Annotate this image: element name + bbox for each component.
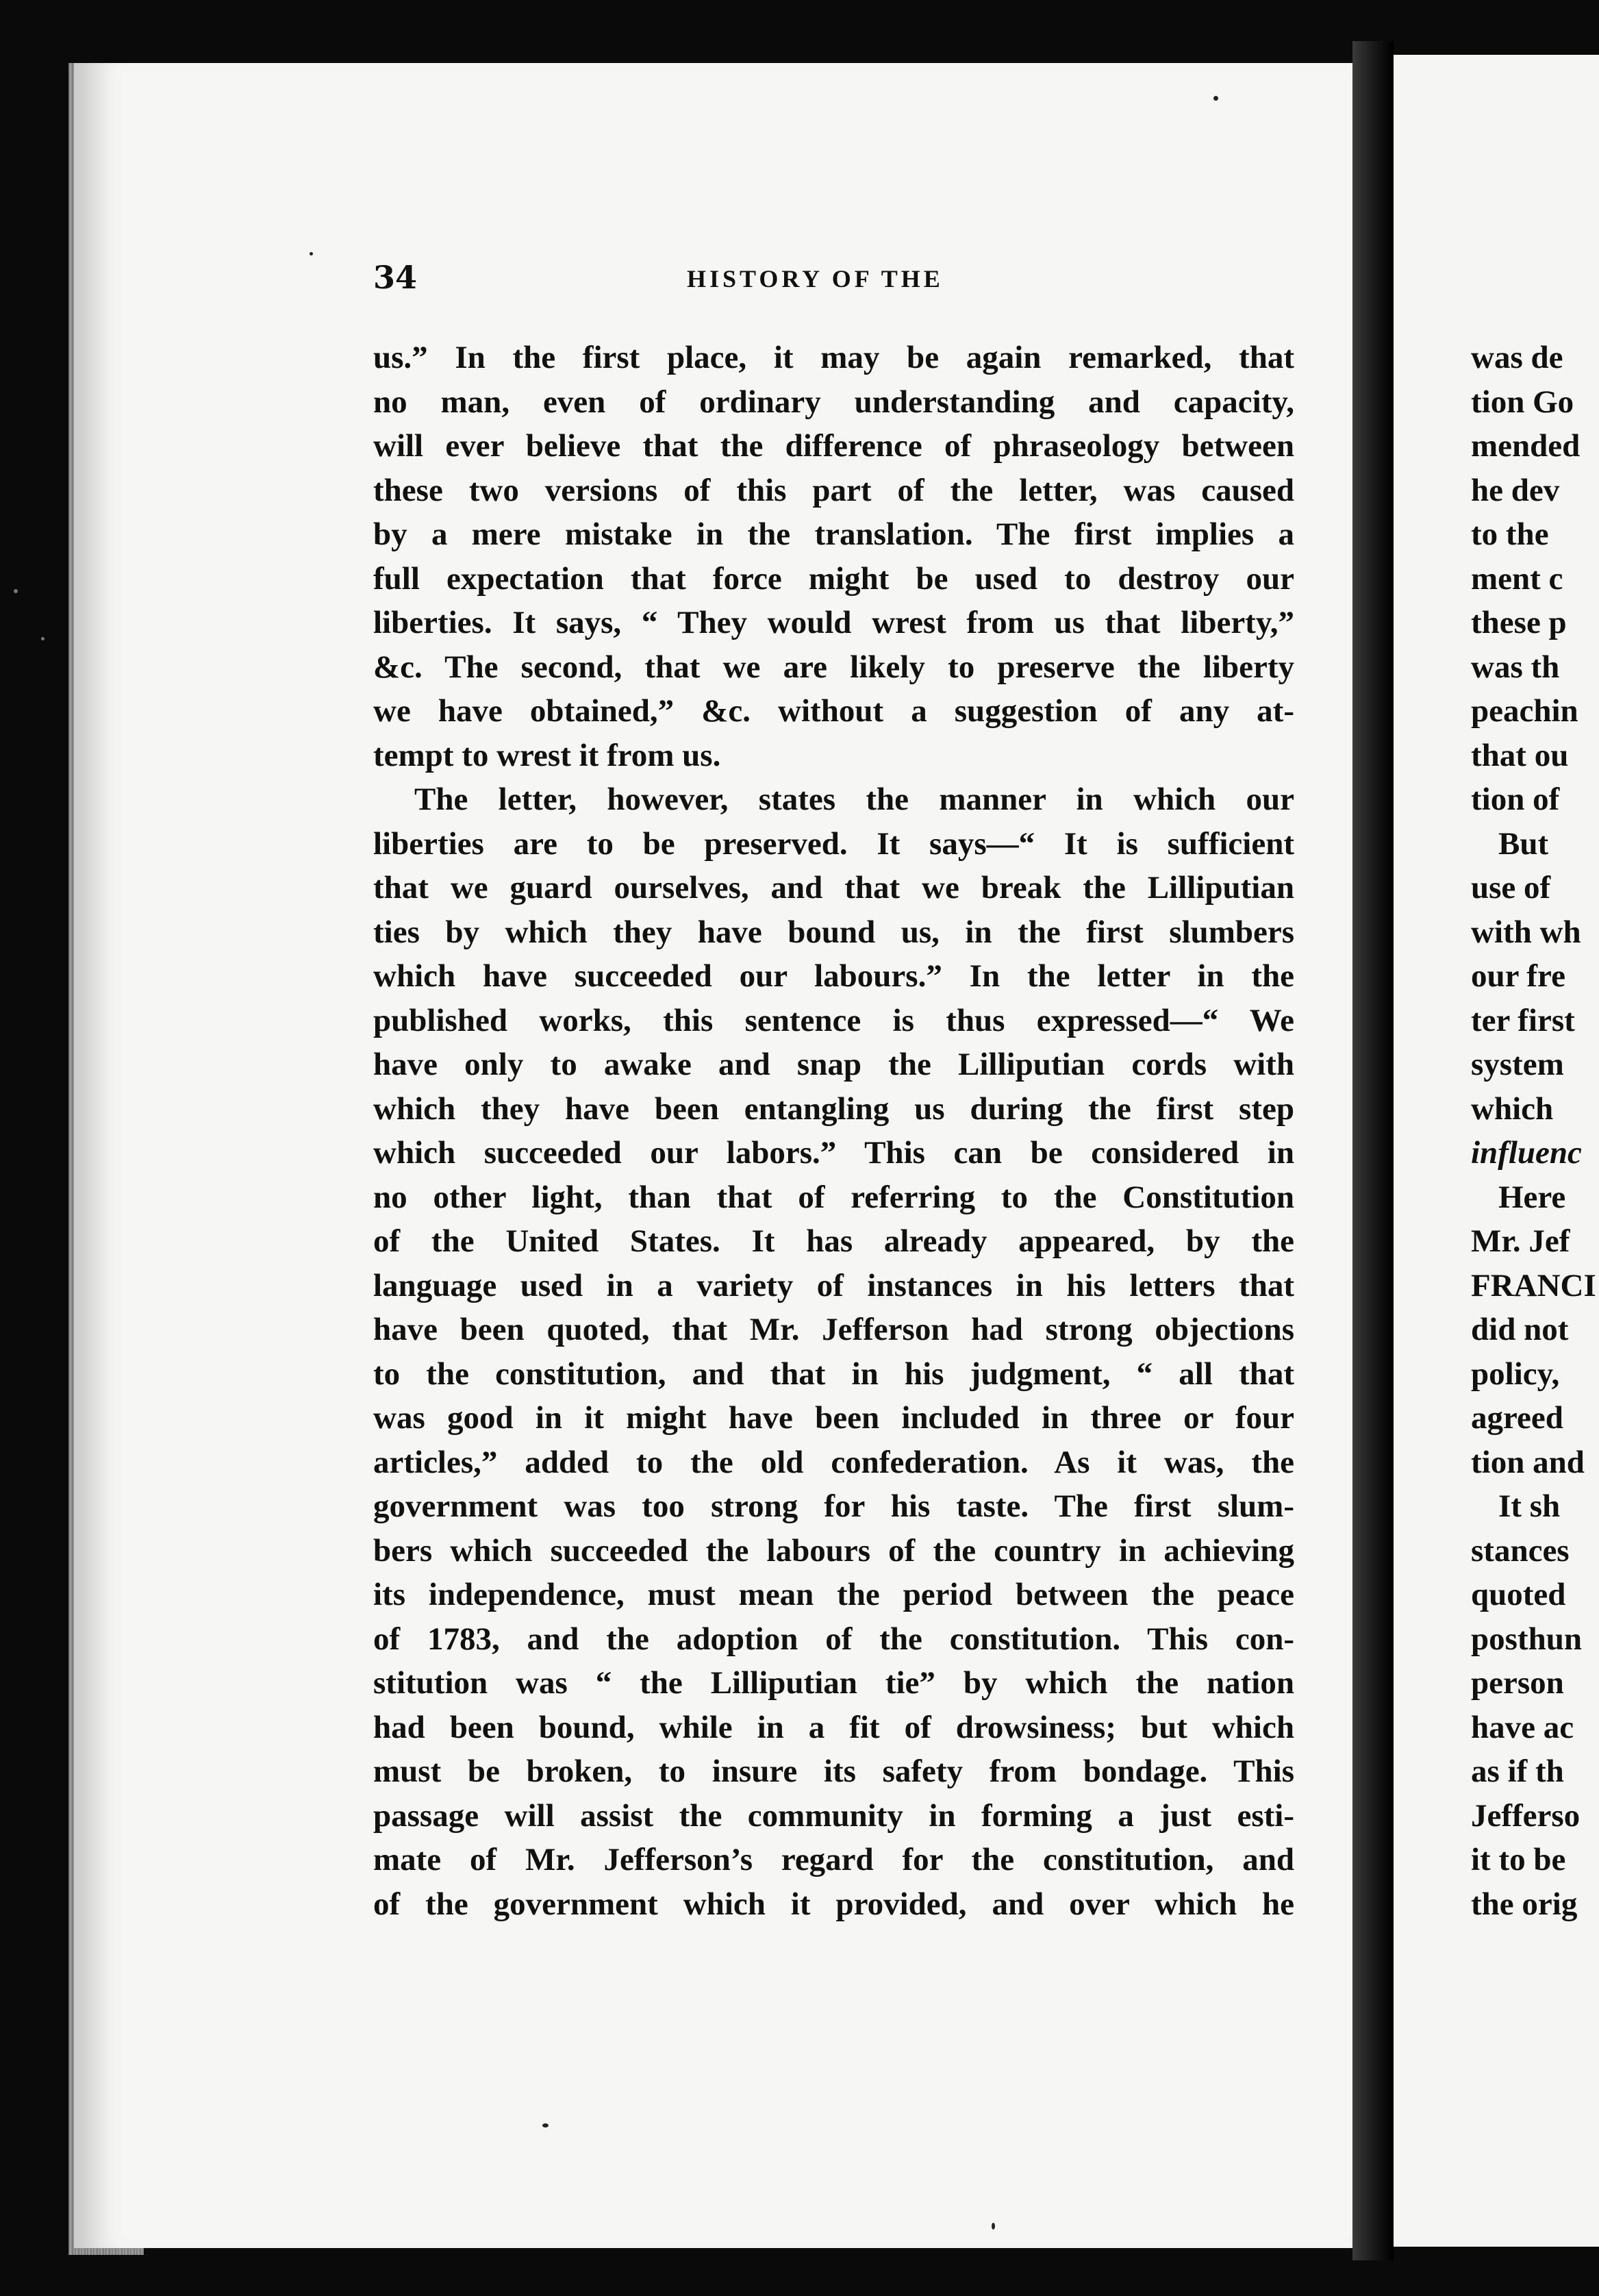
ink-speck <box>542 2123 549 2127</box>
text-line: articles,” added to the old confederation. As it was, the <box>373 1444 1294 1480</box>
text-line: mended <box>1471 428 1581 464</box>
text-line: to the constitution, and that in his judgment, “ all that <box>373 1356 1294 1392</box>
text-line: language used in a variety of instances in his letters that <box>373 1267 1294 1303</box>
text-line: tion of <box>1471 782 1560 817</box>
text-line: use of <box>1471 870 1551 906</box>
page-header <box>373 259 1305 314</box>
right-page-body <box>1471 336 1596 1926</box>
ink-speck <box>14 589 18 593</box>
text-line: to the <box>1471 516 1549 552</box>
text-line: agreed <box>1471 1400 1563 1436</box>
ink-speck <box>992 2223 995 2230</box>
ink-speck <box>41 637 45 640</box>
text-line: published works, this sentence is thus expressed—“ We <box>373 1002 1294 1038</box>
text-line: was de <box>1471 340 1563 375</box>
text-line: by a mere mistake in the translation. The first implies a <box>373 516 1294 552</box>
text-line: that ou <box>1471 737 1569 773</box>
text-line: these two versions of this part of the letter, was caused <box>373 472 1294 508</box>
text-line: which succeeded our labors.” This can be considered in <box>373 1135 1294 1171</box>
text-line: policy, <box>1471 1356 1560 1392</box>
text-line: of the United States. It has already appeared, by the <box>373 1223 1294 1259</box>
text-line: our fre <box>1471 958 1565 994</box>
text-line: person <box>1471 1665 1564 1701</box>
text-line: Jefferso <box>1471 1797 1581 1834</box>
text-line: stances <box>1471 1532 1570 1569</box>
text-line: tion Go <box>1471 384 1574 420</box>
text-line: which <box>1471 1090 1554 1127</box>
text-line: liberties are to be preserved. It says—“ It is sufficient <box>373 825 1294 862</box>
text-line: stitution was “ the Lilliputian tie” by which the nation <box>373 1665 1294 1701</box>
text-line: ties by which they have bound us, in the first slumbers <box>373 914 1294 950</box>
text-line: &c. The second, that we are likely to preserve the liberty <box>373 649 1294 685</box>
text-line: It sh <box>1498 1488 1561 1524</box>
ink-speck <box>1213 96 1218 101</box>
text-line: no other light, than that of referring to the Constitution <box>373 1179 1294 1215</box>
text-line: bers which succeeded the labours of the country in achieving <box>373 1532 1294 1569</box>
text-line: it to be <box>1471 1842 1566 1877</box>
text-line: tion and <box>1471 1444 1585 1480</box>
ink-speck <box>310 252 313 255</box>
text-line: of the government which it provided, and over which he <box>373 1886 1294 1922</box>
text-line: influenc <box>1471 1135 1582 1171</box>
text-line: ter first <box>1471 1002 1575 1038</box>
text-line: Mr. Jef <box>1471 1223 1570 1259</box>
text-line: quoted <box>1471 1577 1566 1612</box>
text-line: its independence, must mean the period between the peace <box>373 1577 1294 1612</box>
text-line: he dev <box>1471 472 1560 508</box>
text-line: had been bound, while in a fit of drowsiness; but which <box>373 1709 1294 1745</box>
text-line: Here <box>1498 1179 1566 1215</box>
text-line: ment c <box>1471 560 1563 597</box>
text-line: liberties. It says, “ They would wrest from us that liberty,” <box>373 605 1294 640</box>
text-line: have ac <box>1471 1709 1574 1745</box>
text-line: peachin <box>1471 693 1578 729</box>
left-page-body <box>373 336 1294 1926</box>
text-line: with wh <box>1471 914 1581 950</box>
page-number: 34 <box>373 259 418 296</box>
text-line: have been quoted, that Mr. Jefferson had strong objections <box>373 1312 1294 1347</box>
text-line: must be broken, to insure its safety from bondage. This <box>373 1754 1294 1789</box>
text-line: of 1783, and the adoption of the constitution. This con- <box>373 1621 1294 1657</box>
text-line: tempt to wrest it from us. <box>373 737 721 773</box>
text-line: FRANCI <box>1471 1267 1596 1303</box>
text-line: did not <box>1471 1312 1569 1347</box>
text-line: But <box>1498 825 1549 862</box>
text-line: was good in it might have been included in three or four <box>373 1400 1294 1436</box>
text-line: us.” In the first place, it may be again remarked, that <box>373 340 1294 375</box>
text-line: mate of Mr. Jefferson’s regard for the constitution, and <box>373 1842 1294 1877</box>
text-line: which have succeeded our labours.” In the letter in the <box>373 958 1294 994</box>
text-line: system <box>1471 1047 1564 1082</box>
text-line: no man, even of ordinary understanding and capacity, <box>373 384 1294 420</box>
text-line: have only to awake and snap the Lilliputian cords with <box>373 1047 1294 1082</box>
book-gutter <box>1352 41 1394 2260</box>
text-line: as if th <box>1471 1754 1564 1789</box>
text-line: full expectation that force might be used to destroy our <box>373 560 1294 597</box>
text-line: was th <box>1471 649 1560 685</box>
text-line: we have obtained,” &c. without a suggestion of any at- <box>373 693 1294 729</box>
text-line: The letter, however, states the manner in which our <box>414 782 1294 817</box>
text-line: will ever believe that the difference of phraseology between <box>373 428 1294 464</box>
text-line: passage will assist the community in forming a just esti- <box>373 1797 1294 1834</box>
running-head: HISTORY OF THE <box>687 265 944 292</box>
text-line: that we guard ourselves, and that we break the Lilliputian <box>373 870 1294 906</box>
text-line: which they have been entangling us during the first step <box>373 1090 1294 1127</box>
text-line: these p <box>1471 605 1567 640</box>
text-line: posthun <box>1471 1621 1582 1657</box>
text-line: government was too strong for his taste. The first slum- <box>373 1488 1294 1524</box>
text-line: the orig <box>1471 1886 1578 1922</box>
